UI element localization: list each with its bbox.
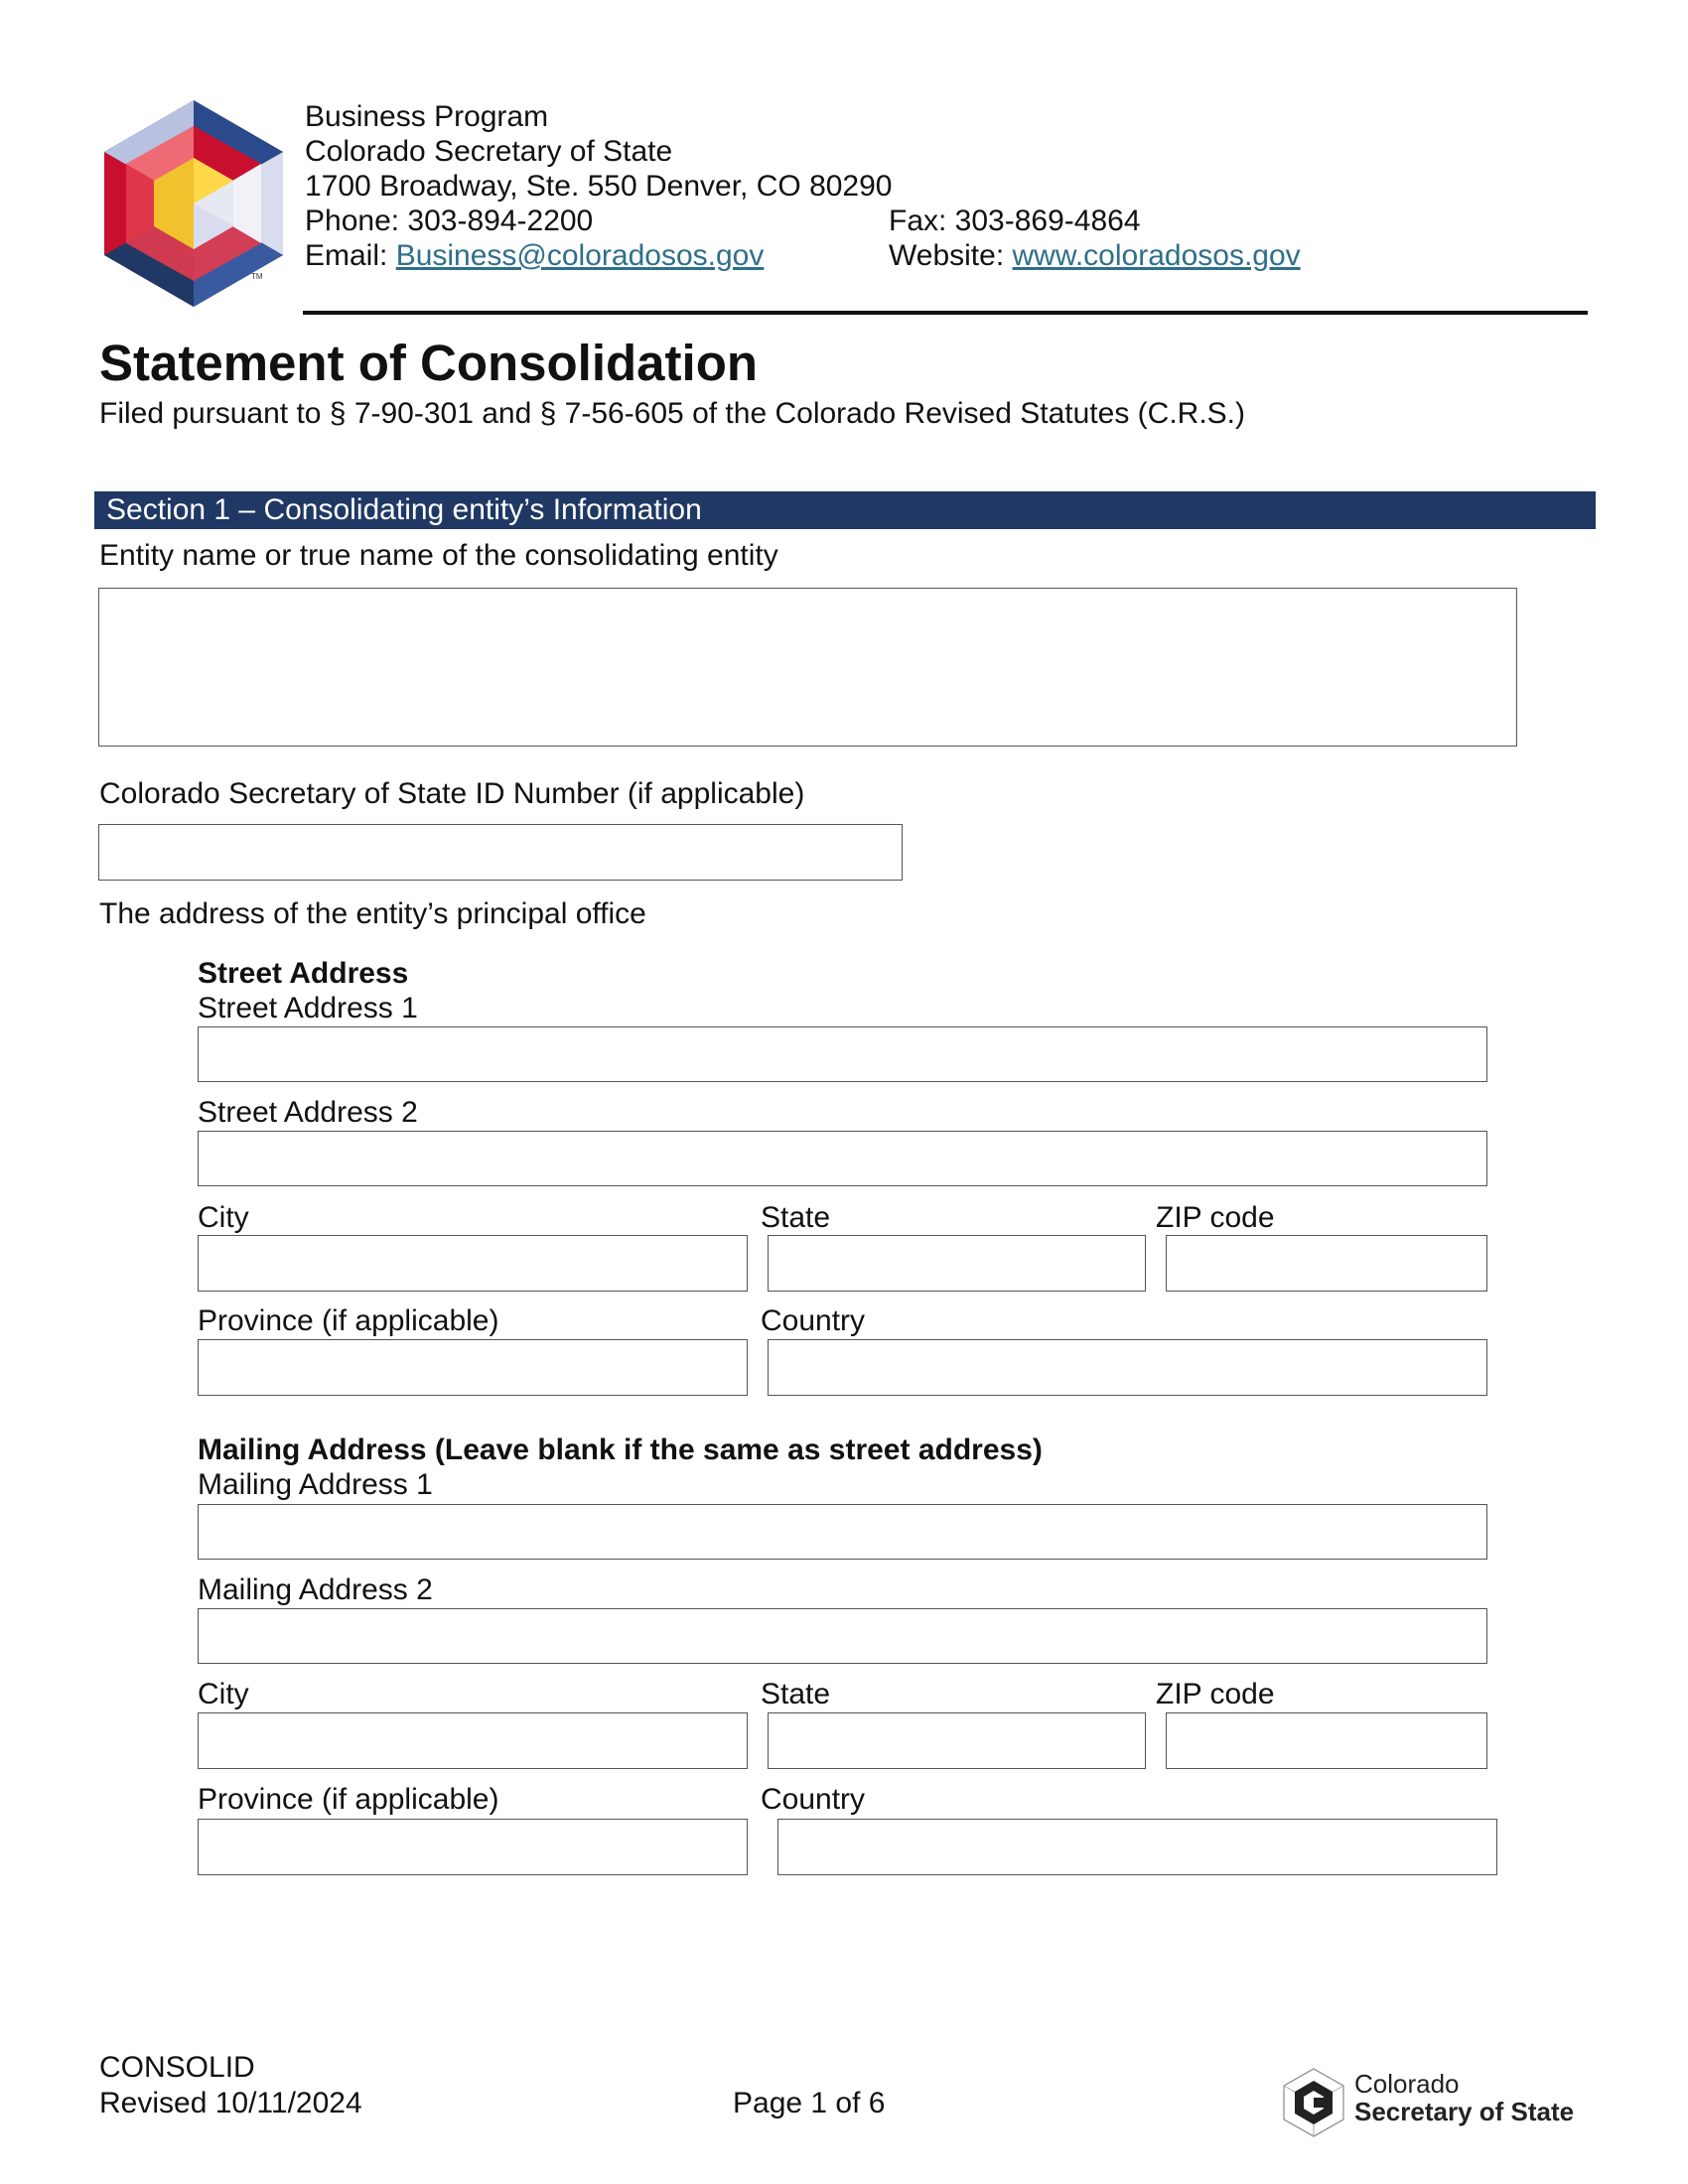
sos-id-field[interactable] xyxy=(98,824,903,881)
mailing-country-label: Country xyxy=(761,1783,866,1816)
mailing-address-2-field[interactable] xyxy=(198,1608,1487,1664)
street-address-2-field[interactable] xyxy=(198,1131,1487,1186)
website-prefix: Website: xyxy=(889,239,1013,272)
street-city-label: City xyxy=(198,1201,249,1234)
header-fax: Fax: 303-869-4864 xyxy=(889,205,1141,237)
street-address-heading: Street Address xyxy=(198,957,409,990)
email-prefix: Email: xyxy=(305,239,396,272)
page-subtitle: Filed pursuant to § 7-90-301 and § 7-56-605 of the Colorado Revised Statutes (C.R.S.) xyxy=(99,397,1245,430)
mailing-address-1-label: Mailing Address 1 xyxy=(198,1468,433,1501)
street-country-label: Country xyxy=(761,1304,866,1337)
header-agency: Colorado Secretary of State xyxy=(305,135,673,168)
entity-name-label: Entity name or true name of the consolidating entity xyxy=(99,539,778,572)
mailing-zip-label: ZIP code xyxy=(1156,1678,1275,1710)
website-link[interactable]: www.coloradosos.gov xyxy=(1012,239,1301,272)
entity-name-field[interactable] xyxy=(98,588,1517,747)
street-city-field[interactable] xyxy=(198,1235,748,1292)
email-link[interactable]: Business@coloradosos.gov xyxy=(395,239,765,272)
street-province-label: Province (if applicable) xyxy=(198,1304,499,1337)
mailing-state-label: State xyxy=(761,1678,831,1710)
street-address-1-field[interactable] xyxy=(198,1026,1487,1082)
street-address-2-label: Street Address 2 xyxy=(198,1096,418,1129)
footer-logo-line2: Secretary of State xyxy=(1354,2097,1575,2126)
footer-logo-line1: Colorado xyxy=(1354,2069,1460,2099)
mailing-province-label: Province (if applicable) xyxy=(198,1783,499,1816)
header-program: Business Program xyxy=(305,100,549,133)
header-email xyxy=(305,238,764,273)
header-website xyxy=(889,238,1301,273)
mailing-address-2-label: Mailing Address 2 xyxy=(198,1573,433,1606)
street-state-field[interactable] xyxy=(768,1235,1146,1292)
street-address-1-label: Street Address 1 xyxy=(198,992,418,1024)
footer-page-number: Page 1 of 6 xyxy=(733,2087,886,2119)
mailing-address-heading: Mailing Address (Leave blank if the same as street address) xyxy=(198,1433,1043,1466)
header-phone: Phone: 303-894-2200 xyxy=(305,205,594,237)
mailing-city-field[interactable] xyxy=(198,1712,748,1769)
mailing-country-field[interactable] xyxy=(777,1819,1497,1875)
header-divider xyxy=(303,311,1588,315)
mailing-province-field[interactable] xyxy=(198,1819,748,1875)
colorado-sos-hexagon-logo-icon xyxy=(94,96,293,310)
page-title: Statement of Consolidation xyxy=(99,335,758,391)
sos-id-label: Colorado Secretary of State ID Number (if applicable) xyxy=(99,777,805,810)
mailing-zip-field[interactable] xyxy=(1166,1712,1487,1769)
street-zip-label: ZIP code xyxy=(1156,1201,1275,1234)
trademark-mark: TM xyxy=(251,272,263,281)
mailing-state-field[interactable] xyxy=(768,1712,1146,1769)
header-address: 1700 Broadway, Ste. 550 Denver, CO 80290 xyxy=(305,170,893,203)
footer-form-code: CONSOLID xyxy=(99,2051,255,2084)
principal-office-label: The address of the entity’s principal office xyxy=(99,897,646,930)
colorado-sos-cube-logo-icon xyxy=(1281,2067,1346,2138)
street-country-field[interactable] xyxy=(768,1339,1487,1396)
mailing-address-1-field[interactable] xyxy=(198,1504,1487,1560)
section-1-header xyxy=(94,491,1596,529)
street-province-field[interactable] xyxy=(198,1339,748,1396)
section-1-title: Section 1 – Consolidating entity’s Information xyxy=(106,493,702,526)
street-zip-field[interactable] xyxy=(1166,1235,1487,1292)
street-state-label: State xyxy=(761,1201,831,1234)
mailing-city-label: City xyxy=(198,1678,249,1710)
footer-revised-date: Revised 10/11/2024 xyxy=(99,2087,362,2119)
